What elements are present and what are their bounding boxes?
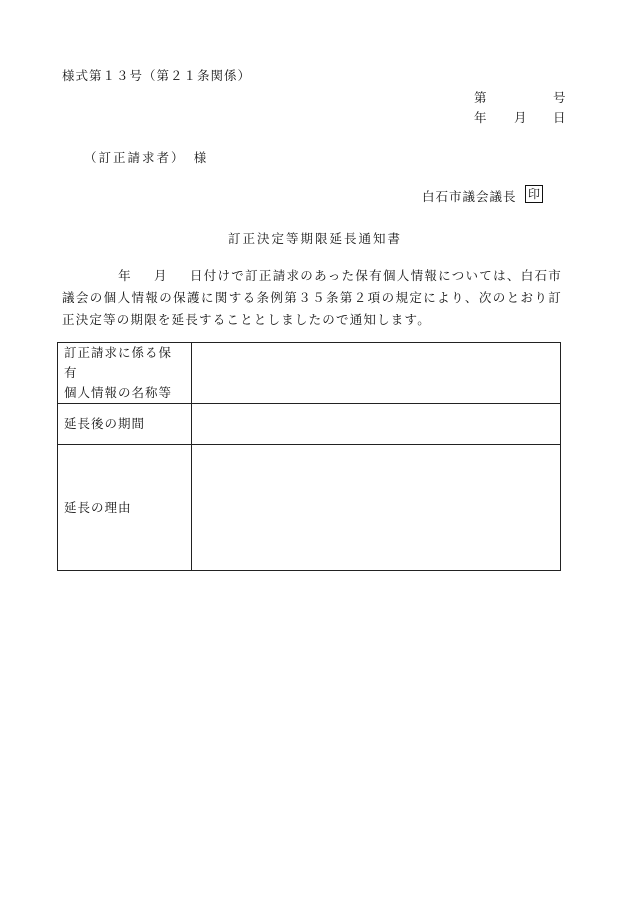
date-day-label: 日 xyxy=(553,110,566,125)
form-number: 様式第１３号（第２１条関係） xyxy=(62,68,252,83)
label-line: 個人情報の名称等 xyxy=(64,385,173,400)
issuer-name: 白石市議会議長 xyxy=(422,189,517,204)
body-month-label: 月 xyxy=(153,268,168,283)
body-year-label: 年 xyxy=(118,268,132,283)
value-extension-reason[interactable] xyxy=(192,445,561,571)
seal-stamp: 印 xyxy=(525,185,543,203)
table-row xyxy=(58,445,561,571)
table-row xyxy=(58,343,561,404)
table-row xyxy=(58,404,561,445)
value-extended-period[interactable] xyxy=(192,404,561,445)
label-line: 訂正請求に係る保有 xyxy=(64,345,173,380)
addressee: （訂正請求者） 様 xyxy=(84,150,209,165)
body-text: 日付けで訂正請求のあった保有個人情報については、白石市議会の個人情報の保護に関する条例第３５条第２項の規定により、次のとおり訂正決定等の期限を延長することとしましたので通知します。 xyxy=(62,268,563,327)
body-paragraph xyxy=(62,265,562,331)
document-title: 訂正決定等期限延長通知書 xyxy=(227,231,402,246)
date-month-label: 月 xyxy=(514,110,527,125)
value-personal-info[interactable] xyxy=(192,343,561,404)
info-table xyxy=(57,342,561,571)
document-number-prefix: 第 xyxy=(474,90,487,105)
row-label-extension-reason: 延長の理由 xyxy=(58,445,192,571)
row-label-extended-period: 延長後の期間 xyxy=(58,404,192,445)
row-label-personal-info xyxy=(58,343,192,404)
document-number-suffix: 号 xyxy=(553,90,566,105)
date-year-label: 年 xyxy=(474,110,487,125)
